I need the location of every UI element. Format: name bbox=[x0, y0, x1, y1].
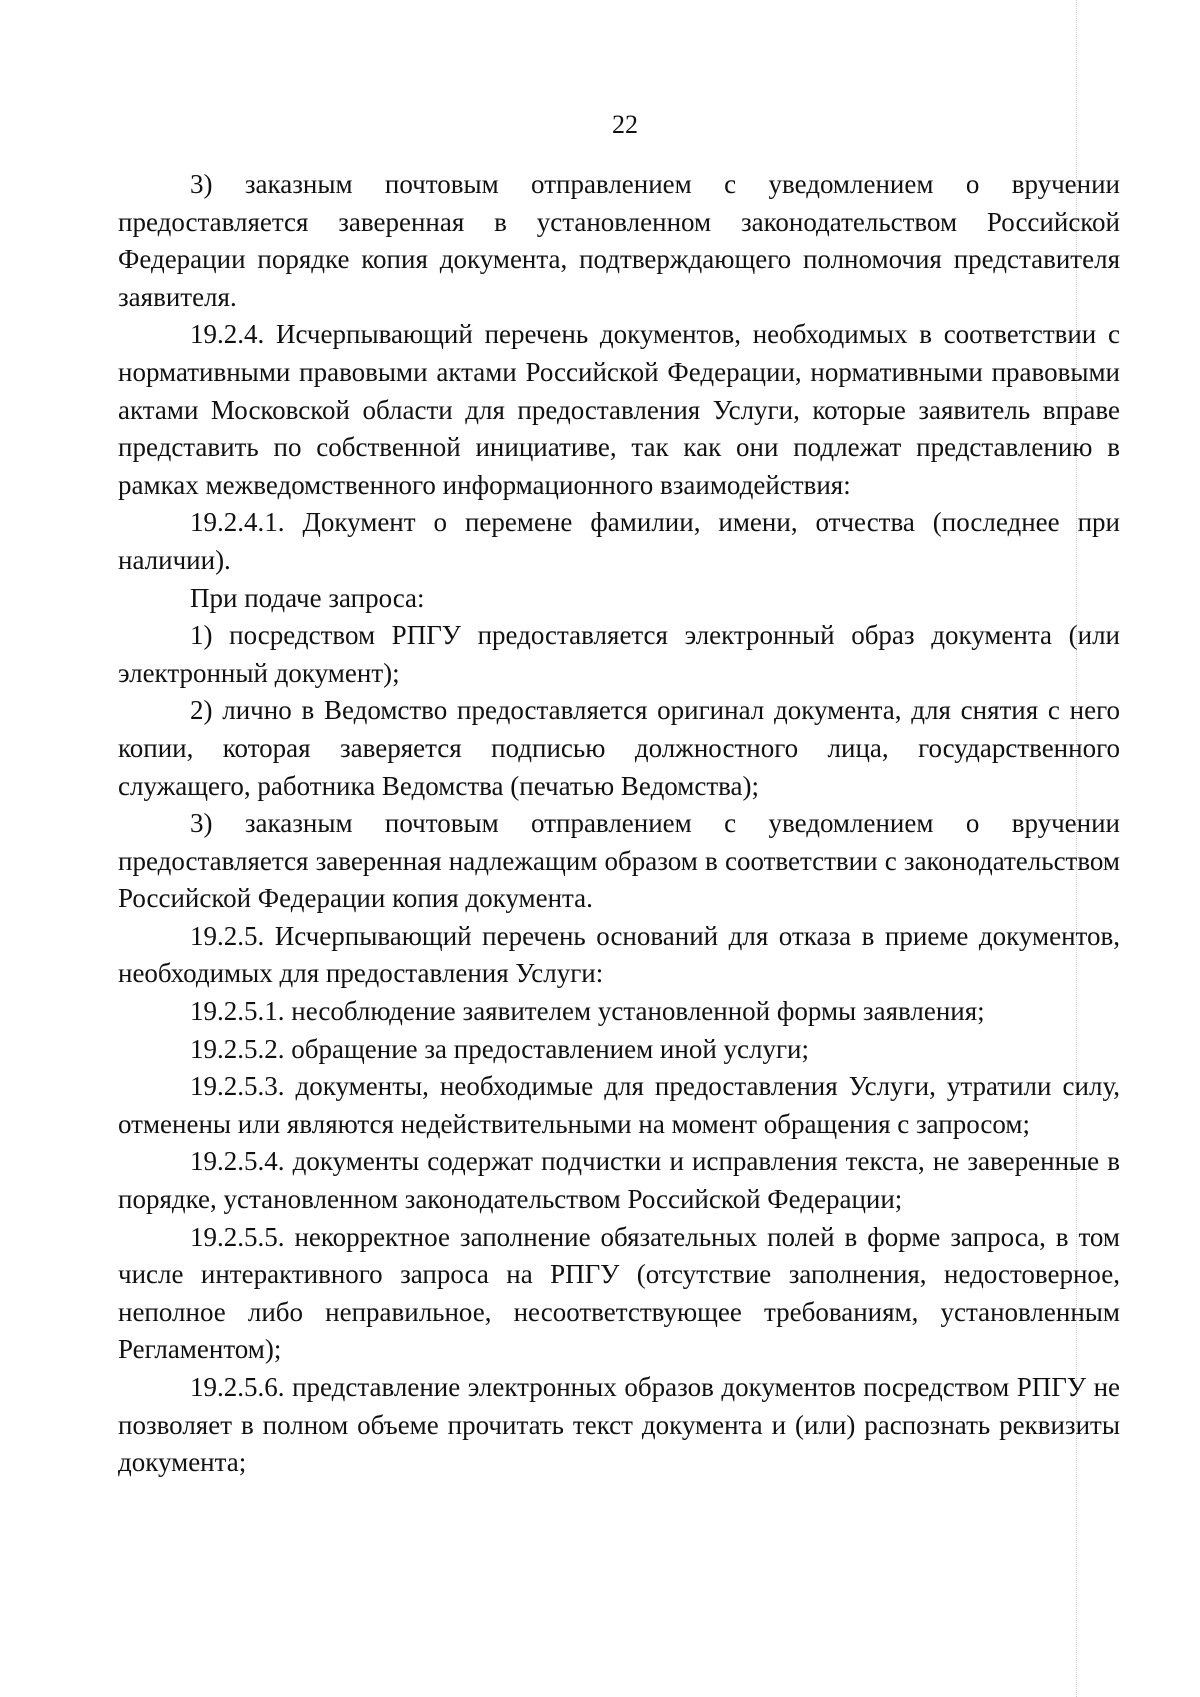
paragraph: 19.2.5.6. представление электронных образов документов посредством РПГУ не позволяет в полном объеме прочитать текст документа и (или) распознать реквизиты документа; bbox=[118, 1372, 1120, 1478]
paragraph: 19.2.5. Исчерпывающий перечень оснований для отказа в приеме документов, необходимых для предоставления Услуги: bbox=[118, 920, 1120, 989]
paragraph: 19.2.5.2. обращение за предоставлением иной услуги; bbox=[190, 1033, 810, 1064]
paragraph: При подаче запроса: bbox=[190, 582, 425, 613]
paragraph: 2) лично в Ведомство предоставляется оригинал документа, для снятия с него копии, которая заверяется подписью должностного лица, государственного служащего, работника Ведомства (печатью Ведомства); bbox=[118, 695, 1120, 801]
paragraph: 19.2.4. Исчерпывающий перечень документов, необходимых в соответствии с нормативными правовыми актами Российской Федерации, нормативными правовыми актами Московской области для предоставления Услуги, которые заявитель вправе представить по собственной инициативе, так как они подлежат представлению в рамках межведомственного информационного взаимодействия: bbox=[118, 319, 1120, 500]
paragraph: 19.2.5.4. документы содержат подчистки и исправления текста, не заверенные в порядке, установленном законодательством Российской Федерации; bbox=[118, 1146, 1120, 1215]
paragraph: 19.2.5.5. некорректное заполнение обязательных полей в форме запроса, в том числе интерактивного запроса на РПГУ (отсутствие заполнения, недостоверное, неполное либо неправильное, несоответствующее требованиям, установленным Регламентом); bbox=[118, 1221, 1120, 1365]
paragraph: 3) заказным почтовым отправлением с уведомлением о вручении предоставляется заверенная в установленном законодательством Российской Федерации порядке копия документа, подтверждающего полномочия представителя заявителя. bbox=[118, 169, 1120, 312]
paragraph: 19.2.5.3. документы, необходимые для предоставления Услуги, утратили силу, отменены или являются недействительными на момент обращения с запросом; bbox=[118, 1071, 1120, 1139]
paragraph: 19.2.4.1. Документ о перемене фамилии, имени, отчества (последнее при наличии). bbox=[118, 507, 1120, 575]
paragraph: 3) заказным почтовым отправлением с уведомлением о вручении предоставляется заверенная надлежащим образом в соответствии с законодательством Российской Федерации копия документа. bbox=[118, 808, 1120, 914]
paragraph: 1) посредством РПГУ предоставляется электронный образ документа (или электронный документ); bbox=[118, 620, 1120, 688]
paragraph: 19.2.5.1. несоблюдение заявителем установленной формы заявления; bbox=[190, 996, 985, 1027]
page-number: 22 bbox=[612, 110, 638, 139]
document-body bbox=[118, 166, 1120, 1482]
